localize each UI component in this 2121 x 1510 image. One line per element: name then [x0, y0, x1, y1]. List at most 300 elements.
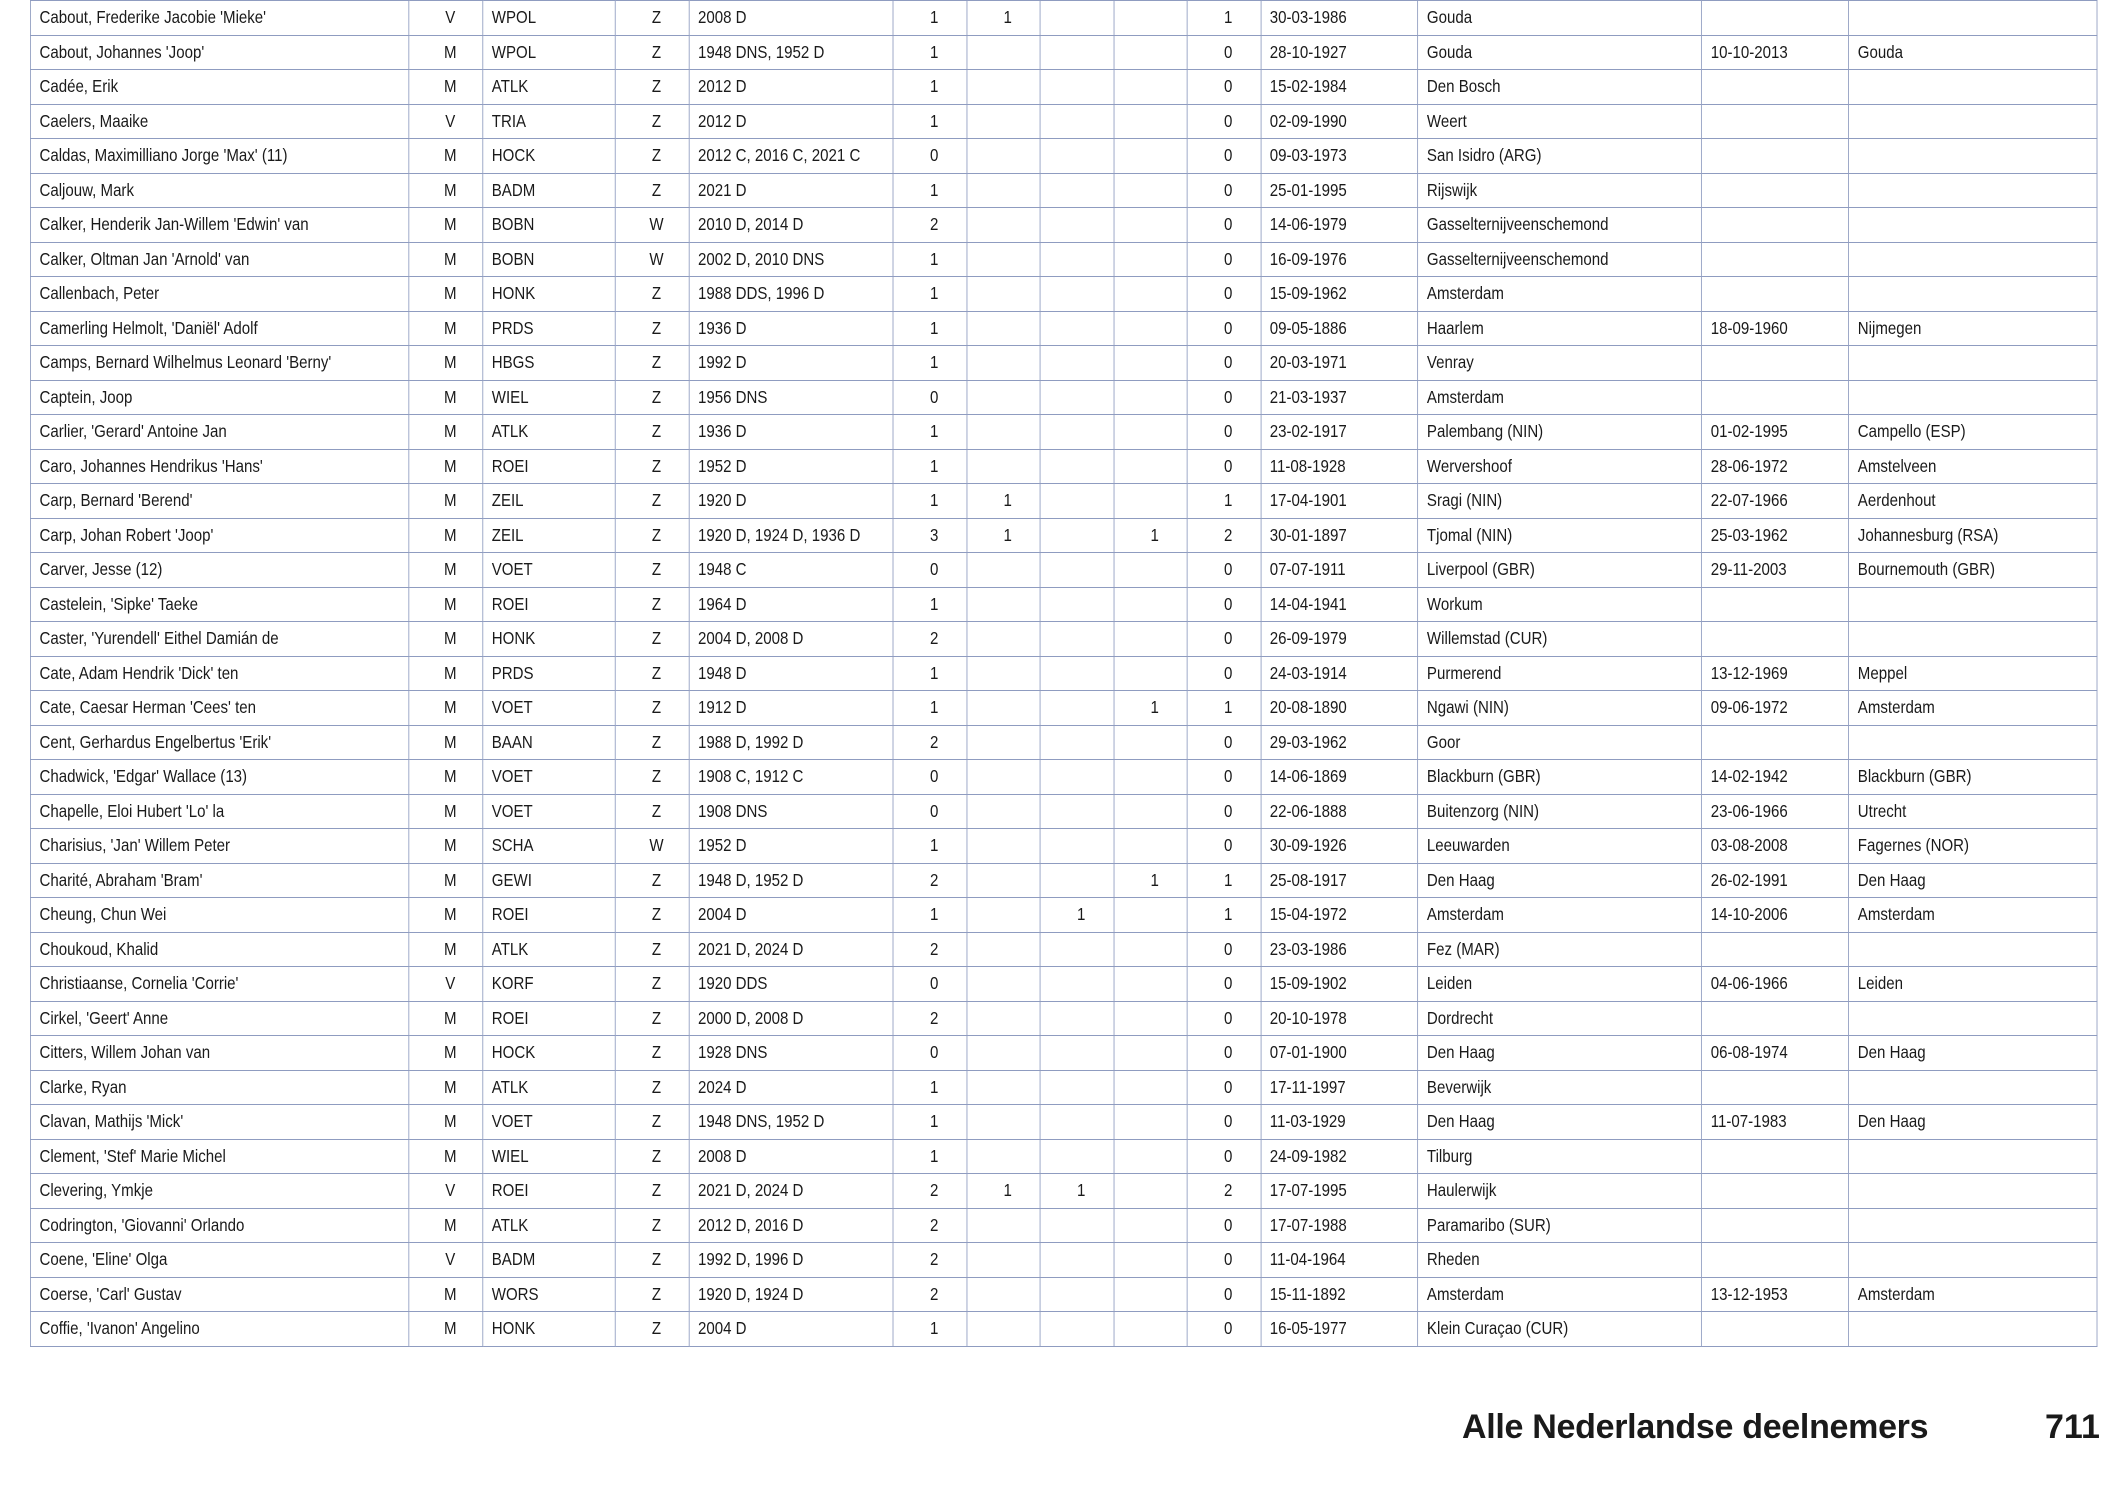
cell-death-date — [1702, 587, 1849, 622]
cell-participations: 1 — [893, 277, 967, 312]
cell-gold — [967, 104, 1041, 139]
cell-games: 1908 DNS — [689, 794, 893, 829]
table-row — [30, 449, 2097, 484]
cell-bronze — [1114, 760, 1188, 795]
cell-medals-total: 0 — [1187, 1312, 1261, 1347]
cell-gold — [967, 932, 1041, 967]
cell-medals-total: 0 — [1187, 380, 1261, 415]
cell-death-date — [1702, 1208, 1849, 1243]
table-row — [30, 70, 2097, 105]
cell-gold — [967, 380, 1041, 415]
cell-season: Z — [615, 104, 689, 139]
cell-gold — [967, 35, 1041, 70]
cell-participations: 1 — [893, 1070, 967, 1105]
cell-gender: V — [409, 1174, 483, 1209]
cell-medals-total: 0 — [1187, 1070, 1261, 1105]
cell-medals-total: 1 — [1187, 898, 1261, 933]
cell-games: 1908 C, 1912 C — [689, 760, 893, 795]
cell-bronze — [1114, 1243, 1188, 1278]
cell-sport: HOCK — [483, 1036, 616, 1071]
cell-silver — [1040, 1036, 1114, 1071]
cell-silver — [1040, 70, 1114, 105]
cell-death-place: Campello (ESP) — [1849, 415, 2097, 450]
cell-gold — [967, 415, 1041, 450]
cell-season: Z — [615, 1, 689, 36]
cell-season: Z — [615, 760, 689, 795]
cell-birth-date: 14-06-1869 — [1261, 760, 1418, 795]
cell-participations: 2 — [893, 1243, 967, 1278]
cell-games: 1992 D — [689, 346, 893, 381]
cell-medals-total: 1 — [1187, 863, 1261, 898]
cell-birth-date: 07-01-1900 — [1261, 1036, 1418, 1071]
cell-games: 2021 D — [689, 173, 893, 208]
cell-name: Clement, 'Stef' Marie Michel — [30, 1139, 409, 1174]
cell-participations: 0 — [893, 553, 967, 588]
cell-sport: VOET — [483, 553, 616, 588]
cell-silver — [1040, 104, 1114, 139]
cell-death-place: Utrecht — [1849, 794, 2097, 829]
cell-death-place: Den Haag — [1849, 1105, 2097, 1140]
cell-sport: KORF — [483, 967, 616, 1002]
cell-bronze — [1114, 932, 1188, 967]
cell-season: Z — [615, 691, 689, 726]
cell-death-place — [1849, 380, 2097, 415]
cell-gold — [967, 829, 1041, 864]
cell-medals-total: 0 — [1187, 311, 1261, 346]
cell-silver — [1040, 1105, 1114, 1140]
table-row — [30, 1139, 2097, 1174]
cell-death-date: 28-06-1972 — [1702, 449, 1849, 484]
cell-gender: M — [409, 863, 483, 898]
cell-birth-place: Wervershoof — [1418, 449, 1702, 484]
cell-silver — [1040, 829, 1114, 864]
cell-silver — [1040, 1001, 1114, 1036]
cell-medals-total: 0 — [1187, 1208, 1261, 1243]
cell-birth-place: Palembang (NIN) — [1418, 415, 1702, 450]
cell-death-date: 01-02-1995 — [1702, 415, 1849, 450]
cell-death-date — [1702, 1174, 1849, 1209]
cell-gender: M — [409, 691, 483, 726]
cell-gender: M — [409, 518, 483, 553]
cell-birth-place: San Isidro (ARG) — [1418, 139, 1702, 174]
cell-participations: 1 — [893, 898, 967, 933]
cell-gold — [967, 173, 1041, 208]
cell-gender: M — [409, 932, 483, 967]
cell-death-place: Den Haag — [1849, 1036, 2097, 1071]
cell-death-place: Aerdenhout — [1849, 484, 2097, 519]
cell-death-place: Den Haag — [1849, 863, 2097, 898]
cell-sport: BAAN — [483, 725, 616, 760]
cell-games: 1936 D — [689, 311, 893, 346]
cell-medals-total: 0 — [1187, 656, 1261, 691]
cell-birth-date: 17-11-1997 — [1261, 1070, 1418, 1105]
cell-silver — [1040, 1277, 1114, 1312]
cell-gender: M — [409, 484, 483, 519]
cell-bronze — [1114, 1105, 1188, 1140]
cell-death-place: Amsterdam — [1849, 1277, 2097, 1312]
cell-name: Charité, Abraham 'Bram' — [30, 863, 409, 898]
cell-gold — [967, 139, 1041, 174]
cell-games: 2021 D, 2024 D — [689, 1174, 893, 1209]
cell-medals-total: 0 — [1187, 346, 1261, 381]
cell-silver — [1040, 1, 1114, 36]
cell-season: Z — [615, 1139, 689, 1174]
cell-birth-date: 23-03-1986 — [1261, 932, 1418, 967]
table-row — [30, 863, 2097, 898]
cell-bronze — [1114, 1070, 1188, 1105]
table-row — [30, 1174, 2097, 1209]
cell-games: 1956 DNS — [689, 380, 893, 415]
cell-gender: M — [409, 760, 483, 795]
cell-birth-date: 17-07-1988 — [1261, 1208, 1418, 1243]
cell-games: 1936 D — [689, 415, 893, 450]
cell-silver — [1040, 1070, 1114, 1105]
cell-death-date — [1702, 104, 1849, 139]
cell-participations: 0 — [893, 794, 967, 829]
cell-games: 2008 D — [689, 1, 893, 36]
cell-birth-date: 15-09-1962 — [1261, 277, 1418, 312]
cell-participations: 1 — [893, 484, 967, 519]
cell-bronze — [1114, 311, 1188, 346]
cell-participations: 1 — [893, 1312, 967, 1347]
cell-gender: M — [409, 656, 483, 691]
cell-participations: 1 — [893, 1105, 967, 1140]
cell-games: 1948 DNS, 1952 D — [689, 1105, 893, 1140]
cell-birth-place: Fez (MAR) — [1418, 932, 1702, 967]
cell-birth-place: Tilburg — [1418, 1139, 1702, 1174]
cell-gold — [967, 1001, 1041, 1036]
cell-death-place — [1849, 173, 2097, 208]
table-row — [30, 725, 2097, 760]
cell-death-place — [1849, 242, 2097, 277]
cell-name: Charisius, 'Jan' Willem Peter — [30, 829, 409, 864]
cell-silver — [1040, 760, 1114, 795]
cell-death-date — [1702, 1312, 1849, 1347]
cell-season: Z — [615, 794, 689, 829]
cell-season: Z — [615, 1277, 689, 1312]
cell-name: Carp, Johan Robert 'Joop' — [30, 518, 409, 553]
cell-bronze — [1114, 1208, 1188, 1243]
cell-name: Cent, Gerhardus Engelbertus 'Erik' — [30, 725, 409, 760]
cell-bronze — [1114, 794, 1188, 829]
cell-medals-total: 1 — [1187, 1, 1261, 36]
cell-name: Caelers, Maaike — [30, 104, 409, 139]
table-row — [30, 656, 2097, 691]
cell-birth-place: Gouda — [1418, 1, 1702, 36]
cell-birth-place: Rijswijk — [1418, 173, 1702, 208]
cell-sport: ATLK — [483, 1208, 616, 1243]
cell-gender: M — [409, 415, 483, 450]
cell-bronze — [1114, 1, 1188, 36]
cell-silver — [1040, 242, 1114, 277]
cell-birth-date: 25-01-1995 — [1261, 173, 1418, 208]
cell-death-date: 14-10-2006 — [1702, 898, 1849, 933]
cell-gold — [967, 725, 1041, 760]
cell-medals-total: 2 — [1187, 1174, 1261, 1209]
cell-sport: BADM — [483, 173, 616, 208]
cell-games: 1920 D, 1924 D, 1936 D — [689, 518, 893, 553]
cell-name: Cabout, Johannes 'Joop' — [30, 35, 409, 70]
cell-silver — [1040, 622, 1114, 657]
cell-birth-place: Den Haag — [1418, 1105, 1702, 1140]
cell-games: 2012 D — [689, 70, 893, 105]
cell-silver — [1040, 208, 1114, 243]
cell-gold — [967, 311, 1041, 346]
cell-participations: 2 — [893, 863, 967, 898]
cell-bronze — [1114, 656, 1188, 691]
cell-gender: M — [409, 553, 483, 588]
cell-birth-date: 02-09-1990 — [1261, 104, 1418, 139]
cell-birth-date: 07-07-1911 — [1261, 553, 1418, 588]
cell-death-place — [1849, 70, 2097, 105]
cell-birth-place: Sragi (NIN) — [1418, 484, 1702, 519]
cell-birth-date: 14-04-1941 — [1261, 587, 1418, 622]
cell-silver — [1040, 1312, 1114, 1347]
cell-participations: 1 — [893, 70, 967, 105]
cell-medals-total: 0 — [1187, 829, 1261, 864]
cell-birth-date: 24-03-1914 — [1261, 656, 1418, 691]
cell-participations: 1 — [893, 35, 967, 70]
cell-medals-total: 0 — [1187, 1001, 1261, 1036]
table-row — [30, 104, 2097, 139]
cell-season: Z — [615, 863, 689, 898]
cell-bronze — [1114, 242, 1188, 277]
cell-name: Callenbach, Peter — [30, 277, 409, 312]
cell-sport: BOBN — [483, 208, 616, 243]
table-row — [30, 242, 2097, 277]
cell-season: Z — [615, 622, 689, 657]
cell-death-date: 23-06-1966 — [1702, 794, 1849, 829]
cell-season: Z — [615, 173, 689, 208]
cell-gender: M — [409, 725, 483, 760]
cell-participations: 3 — [893, 518, 967, 553]
cell-games: 1964 D — [689, 587, 893, 622]
cell-bronze — [1114, 622, 1188, 657]
cell-season: Z — [615, 70, 689, 105]
cell-silver — [1040, 173, 1114, 208]
cell-sport: VOET — [483, 794, 616, 829]
cell-name: Camps, Bernard Wilhelmus Leonard 'Berny' — [30, 346, 409, 381]
cell-silver — [1040, 656, 1114, 691]
cell-death-date — [1702, 725, 1849, 760]
cell-gender: M — [409, 898, 483, 933]
cell-silver: 1 — [1040, 898, 1114, 933]
cell-birth-date: 11-03-1929 — [1261, 1105, 1418, 1140]
cell-silver — [1040, 380, 1114, 415]
cell-gold — [967, 1139, 1041, 1174]
cell-birth-date: 20-03-1971 — [1261, 346, 1418, 381]
cell-name: Cheung, Chun Wei — [30, 898, 409, 933]
cell-birth-place: Amsterdam — [1418, 380, 1702, 415]
cell-sport: ATLK — [483, 932, 616, 967]
cell-season: Z — [615, 1208, 689, 1243]
cell-death-place: Fagernes (NOR) — [1849, 829, 2097, 864]
cell-birth-place: Den Haag — [1418, 1036, 1702, 1071]
cell-name: Carver, Jesse (12) — [30, 553, 409, 588]
cell-medals-total: 1 — [1187, 484, 1261, 519]
cell-sport: ROEI — [483, 449, 616, 484]
cell-name: Coene, 'Eline' Olga — [30, 1243, 409, 1278]
cell-gender: M — [409, 1001, 483, 1036]
table-row — [30, 277, 2097, 312]
cell-season: Z — [615, 380, 689, 415]
cell-birth-place: Tjomal (NIN) — [1418, 518, 1702, 553]
cell-death-place: Blackburn (GBR) — [1849, 760, 2097, 795]
cell-name: Chapelle, Eloi Hubert 'Lo' la — [30, 794, 409, 829]
cell-participations: 1 — [893, 449, 967, 484]
cell-season: Z — [615, 415, 689, 450]
cell-medals-total: 0 — [1187, 242, 1261, 277]
cell-gold — [967, 794, 1041, 829]
cell-gold — [967, 656, 1041, 691]
cell-name: Cate, Caesar Herman 'Cees' ten — [30, 691, 409, 726]
cell-bronze — [1114, 484, 1188, 519]
cell-name: Choukoud, Khalid — [30, 932, 409, 967]
cell-death-date — [1702, 70, 1849, 105]
cell-birth-date: 22-06-1888 — [1261, 794, 1418, 829]
cell-death-date — [1702, 380, 1849, 415]
cell-death-place: Johannesburg (RSA) — [1849, 518, 2097, 553]
cell-gender: M — [409, 139, 483, 174]
cell-games: 2012 C, 2016 C, 2021 C — [689, 139, 893, 174]
cell-birth-place: Weert — [1418, 104, 1702, 139]
table-row — [30, 553, 2097, 588]
cell-gender: V — [409, 104, 483, 139]
cell-medals-total: 0 — [1187, 104, 1261, 139]
cell-name: Cadée, Erik — [30, 70, 409, 105]
cell-bronze — [1114, 70, 1188, 105]
cell-gender: M — [409, 242, 483, 277]
cell-games: 2010 D, 2014 D — [689, 208, 893, 243]
cell-birth-date: 17-04-1901 — [1261, 484, 1418, 519]
cell-birth-date: 30-01-1897 — [1261, 518, 1418, 553]
cell-name: Cabout, Frederike Jacobie 'Mieke' — [30, 1, 409, 36]
cell-games: 1920 D, 1924 D — [689, 1277, 893, 1312]
cell-death-date — [1702, 1243, 1849, 1278]
cell-name: Calker, Oltman Jan 'Arnold' van — [30, 242, 409, 277]
cell-participations: 0 — [893, 760, 967, 795]
cell-season: Z — [615, 1001, 689, 1036]
cell-season: Z — [615, 967, 689, 1002]
cell-season: Z — [615, 346, 689, 381]
cell-death-place — [1849, 725, 2097, 760]
cell-sport: ZEIL — [483, 484, 616, 519]
cell-name: Caro, Johannes Hendrikus 'Hans' — [30, 449, 409, 484]
cell-gender: V — [409, 1, 483, 36]
cell-silver — [1040, 967, 1114, 1002]
cell-sport: WIEL — [483, 1139, 616, 1174]
cell-sport: HBGS — [483, 346, 616, 381]
cell-silver — [1040, 311, 1114, 346]
cell-gender: M — [409, 1208, 483, 1243]
table-row — [30, 484, 2097, 519]
cell-sport: BADM — [483, 1243, 616, 1278]
cell-games: 1948 DNS, 1952 D — [689, 35, 893, 70]
cell-birth-place: Leiden — [1418, 967, 1702, 1002]
cell-birth-date: 17-07-1995 — [1261, 1174, 1418, 1209]
cell-games: 1988 DDS, 1996 D — [689, 277, 893, 312]
cell-birth-date: 16-09-1976 — [1261, 242, 1418, 277]
table-row — [30, 346, 2097, 381]
cell-participations: 1 — [893, 829, 967, 864]
cell-death-date — [1702, 277, 1849, 312]
cell-gender: M — [409, 1277, 483, 1312]
cell-gold — [967, 691, 1041, 726]
cell-birth-date: 28-10-1927 — [1261, 35, 1418, 70]
cell-name: Castelein, 'Sipke' Taeke — [30, 587, 409, 622]
cell-birth-place: Beverwijk — [1418, 1070, 1702, 1105]
cell-birth-place: Leeuwarden — [1418, 829, 1702, 864]
participants-table-wrapper — [30, 0, 2098, 1347]
cell-gold — [967, 1208, 1041, 1243]
cell-death-place — [1849, 1070, 2097, 1105]
cell-medals-total: 0 — [1187, 1277, 1261, 1312]
cell-gender: M — [409, 1312, 483, 1347]
cell-season: Z — [615, 449, 689, 484]
cell-games: 1952 D — [689, 449, 893, 484]
cell-death-date: 13-12-1969 — [1702, 656, 1849, 691]
cell-games: 1920 D — [689, 484, 893, 519]
cell-games: 2004 D — [689, 1312, 893, 1347]
cell-death-date — [1702, 932, 1849, 967]
cell-death-place: Amsterdam — [1849, 898, 2097, 933]
table-row — [30, 1070, 2097, 1105]
cell-death-date: 13-12-1953 — [1702, 1277, 1849, 1312]
table-row — [30, 898, 2097, 933]
cell-gender: M — [409, 70, 483, 105]
cell-death-place: Nijmegen — [1849, 311, 2097, 346]
cell-death-date: 29-11-2003 — [1702, 553, 1849, 588]
cell-participations: 2 — [893, 208, 967, 243]
cell-medals-total: 0 — [1187, 622, 1261, 657]
cell-medals-total: 0 — [1187, 1105, 1261, 1140]
cell-gold — [967, 587, 1041, 622]
cell-sport: ROEI — [483, 1174, 616, 1209]
cell-bronze — [1114, 35, 1188, 70]
cell-medals-total: 0 — [1187, 967, 1261, 1002]
cell-bronze — [1114, 415, 1188, 450]
cell-medals-total: 0 — [1187, 760, 1261, 795]
table-row — [30, 691, 2097, 726]
cell-gender: M — [409, 587, 483, 622]
cell-silver — [1040, 415, 1114, 450]
cell-gold — [967, 760, 1041, 795]
cell-death-date: 18-09-1960 — [1702, 311, 1849, 346]
cell-medals-total: 0 — [1187, 1243, 1261, 1278]
cell-medals-total: 0 — [1187, 208, 1261, 243]
cell-birth-place: Liverpool (GBR) — [1418, 553, 1702, 588]
cell-birth-date: 29-03-1962 — [1261, 725, 1418, 760]
cell-bronze — [1114, 1001, 1188, 1036]
cell-season: Z — [615, 35, 689, 70]
cell-death-date: 09-06-1972 — [1702, 691, 1849, 726]
cell-season: Z — [615, 484, 689, 519]
cell-bronze — [1114, 587, 1188, 622]
table-row — [30, 208, 2097, 243]
cell-birth-place: Den Haag — [1418, 863, 1702, 898]
cell-birth-place: Gouda — [1418, 35, 1702, 70]
cell-bronze — [1114, 1139, 1188, 1174]
cell-name: Cate, Adam Hendrik 'Dick' ten — [30, 656, 409, 691]
cell-sport: ATLK — [483, 415, 616, 450]
cell-gold — [967, 1070, 1041, 1105]
cell-birth-date: 15-02-1984 — [1261, 70, 1418, 105]
cell-birth-date: 15-04-1972 — [1261, 898, 1418, 933]
cell-name: Carp, Bernard 'Berend' — [30, 484, 409, 519]
cell-death-date: 14-02-1942 — [1702, 760, 1849, 795]
cell-gold — [967, 70, 1041, 105]
cell-death-date: 10-10-2013 — [1702, 35, 1849, 70]
